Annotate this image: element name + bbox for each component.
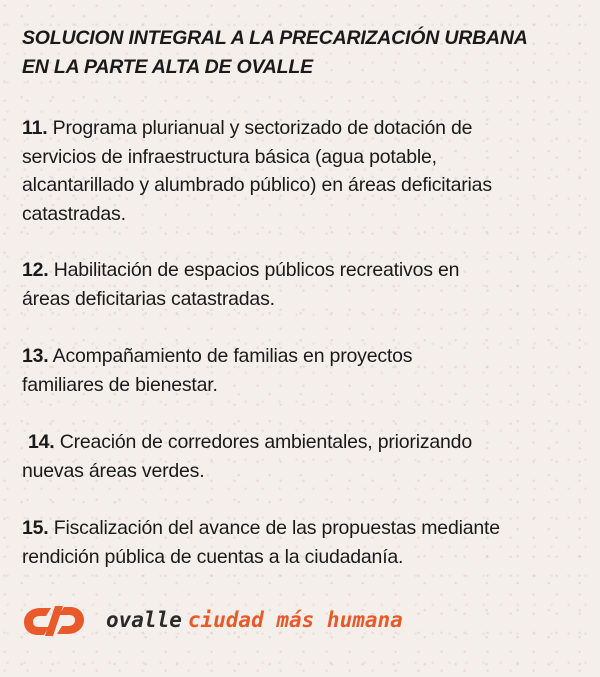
- title-line-1: SOLUCION INTEGRAL A LA PRECARIZACIÓN URBANA: [22, 27, 528, 49]
- list-item-11: [22, 114, 582, 228]
- item-line: nuevas áreas verdes.: [22, 459, 205, 482]
- item-number: 12.: [22, 259, 49, 281]
- item-line: [22, 114, 582, 143]
- item-line: [22, 342, 582, 371]
- item-text: Acompañamiento de familias en proyectos: [48, 345, 413, 367]
- list-item-12: [22, 256, 582, 313]
- item-text: Fiscalización del avance de las propuestas mediante: [48, 517, 500, 539]
- item-line: alcantarillado y alumbrado público) en áreas deficitarias: [22, 174, 492, 196]
- item-line: [22, 514, 582, 543]
- item-line: [22, 256, 582, 285]
- list-item-13: [22, 342, 582, 399]
- item-line: catastradas.: [22, 202, 126, 225]
- item-line: áreas deficitarias catastradas.: [22, 287, 275, 310]
- brand-name: ovalle: [106, 608, 182, 632]
- title-line-2: EN LA PARTE ALTA DE OVALLE: [22, 56, 313, 78]
- item-number: 14.: [28, 431, 55, 453]
- item-number: 13.: [22, 345, 49, 367]
- item-number: 11.: [22, 117, 48, 139]
- item-text: Habilitación de espacios públicos recreativos en: [48, 259, 460, 281]
- item-text: Programa plurianual y sectorizado de dotación de: [47, 117, 473, 139]
- brand-wordmark: [106, 606, 403, 634]
- brand-slogan: ciudad más humana: [187, 608, 403, 632]
- ovalle-logo-icon: [22, 602, 86, 640]
- item-line: [28, 428, 588, 457]
- footer-brand: [22, 602, 442, 642]
- list-item-14: [22, 428, 588, 485]
- page-title: [22, 24, 582, 82]
- item-line: familiares de bienestar.: [22, 373, 218, 396]
- list-item-15: [22, 514, 582, 571]
- item-text: Creación de corredores ambientales, priorizando: [54, 431, 472, 453]
- item-number: 15.: [22, 517, 49, 539]
- item-line: servicios de infraestructura básica (agua potable,: [22, 145, 437, 168]
- item-line: rendición pública de cuentas a la ciudadanía.: [22, 545, 404, 568]
